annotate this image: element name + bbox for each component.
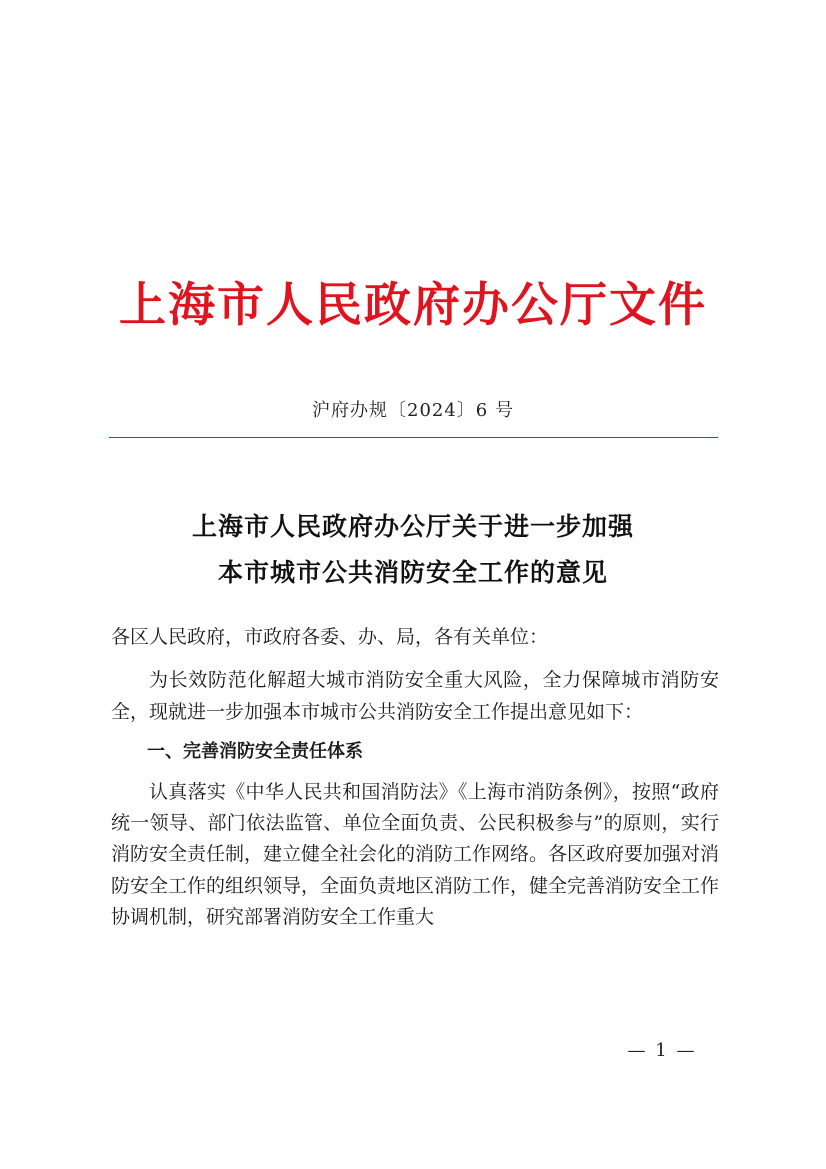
document-title-line-1: 上海市人民政府办公厅关于进一步加强 — [191, 512, 634, 541]
section-heading-1: 一、完善消防安全责任体系 — [147, 740, 363, 762]
section-1-paragraph: 认真落实《中华人民共和国消防法》《上海市消防条例》，按照“政府统一领导、部门依法监管、单位全面负责、公民积极参与”的原则，实行消防安全责任制，建立健全社会化的消防工作网络。各区政府要加强对消防安全工作的组织领导，全面负责地区消防工作，健全完善消防安全工作协调机制，研究部署消防安全工作重大 — [111, 781, 720, 928]
salutation: 各区人民政府，市政府各委、办、局，各有关单位： — [111, 626, 549, 648]
intro-paragraph: 为长效防范化解超大城市消防安全重大风险，全力保障城市消防安全，现就进一步加强本市城市公共消防安全工作提出意见如下： — [111, 669, 719, 723]
page-number: — 1 — — [627, 1040, 697, 1061]
issuing-authority-header: 上海市人民政府办公厅文件 — [119, 278, 707, 333]
document-body — [111, 622, 719, 933]
red-separator-line — [109, 437, 718, 438]
document-number: 沪府办规〔2024〕6 号 — [312, 400, 514, 421]
document-title-line-2: 本市城市公共消防安全工作的意见 — [217, 558, 608, 587]
document-title — [0, 504, 826, 596]
